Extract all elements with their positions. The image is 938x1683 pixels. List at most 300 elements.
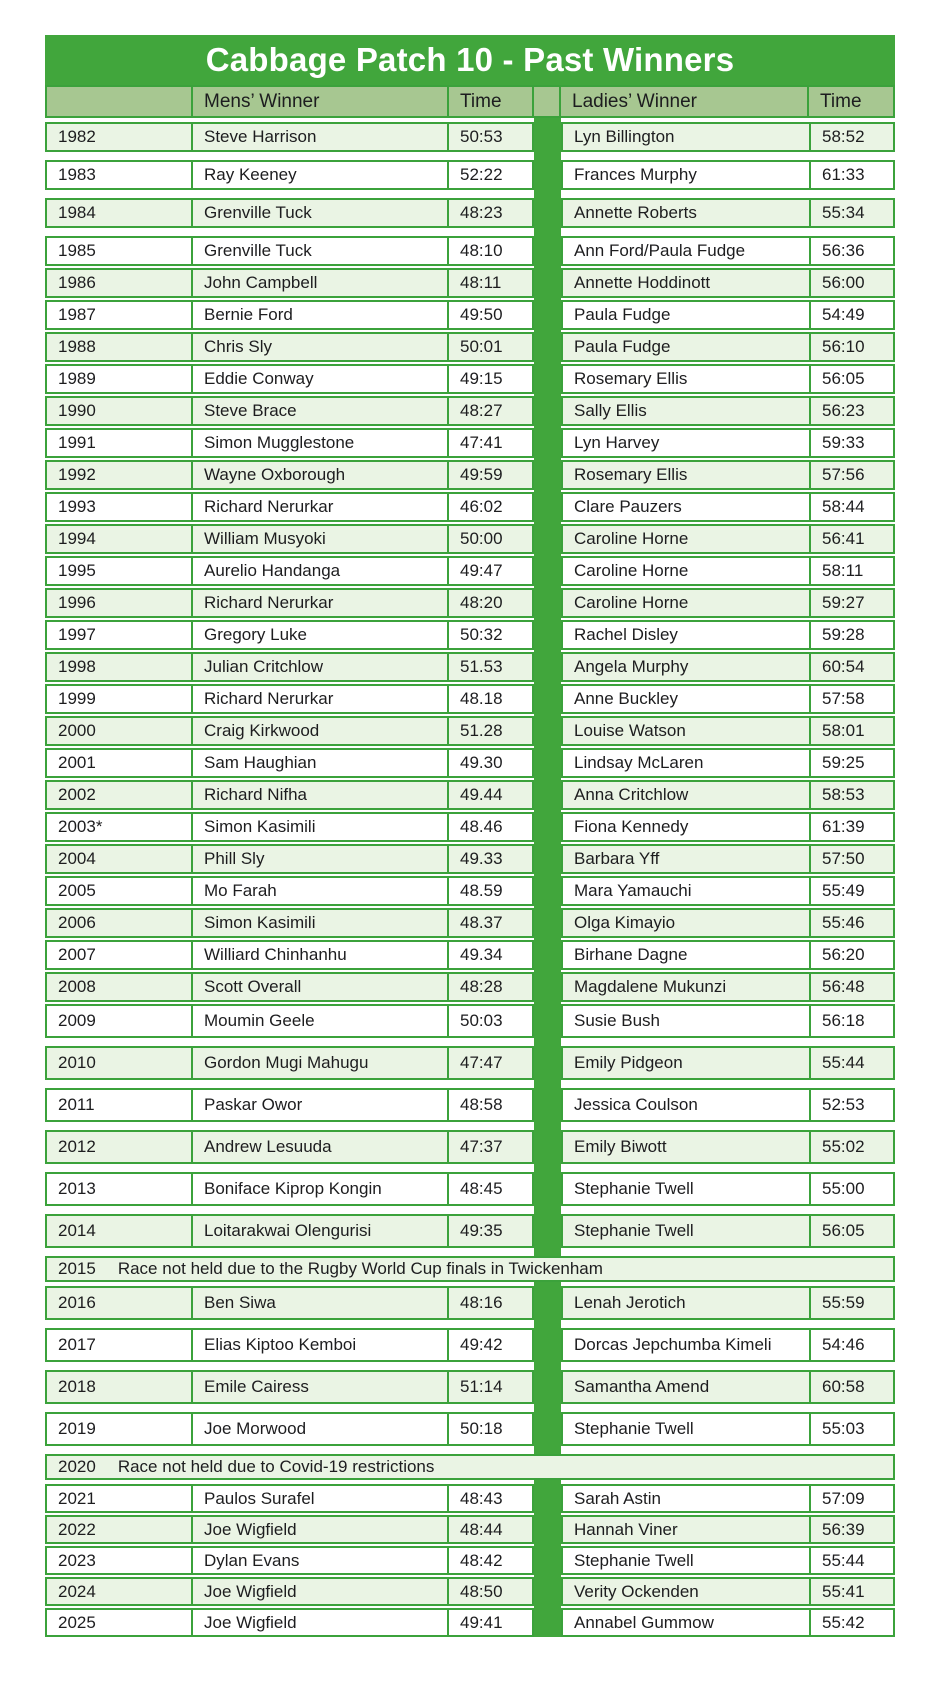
table-header-row: [45, 85, 895, 118]
ladies-time-cell: 52:53: [809, 1090, 893, 1120]
ladies-winner-cell: Anne Buckley: [574, 689, 678, 708]
year-cell: 1992: [58, 465, 96, 484]
divider-gap: [534, 160, 561, 190]
mens-winner-cell: Gregory Luke: [191, 622, 447, 648]
ladies-result-box: [561, 268, 895, 298]
table-row: [45, 1484, 895, 1513]
mens-winner-cell: Joe Morwood: [191, 1414, 447, 1444]
divider-gap: [534, 396, 561, 426]
ladies-winner-cell: Emily Pidgeon: [574, 1053, 683, 1072]
table-row: [45, 908, 895, 938]
table-row: [45, 588, 895, 618]
mens-winner-cell: Eddie Conway: [191, 366, 447, 392]
ladies-time-cell: 55:49: [809, 878, 893, 904]
mens-result-box: [45, 556, 534, 586]
year-cell: 1993: [58, 497, 96, 516]
column-header-ladies-time: Time: [807, 87, 893, 116]
mens-winner-cell: Boniface Kiprop Kongin: [191, 1174, 447, 1204]
mens-time-cell: 51:14: [447, 1372, 532, 1402]
ladies-result-box: [561, 1608, 895, 1637]
ladies-time-cell: 55:44: [809, 1548, 893, 1573]
ladies-winner-cell: Sally Ellis: [574, 401, 647, 420]
ladies-result-box: [561, 588, 895, 618]
mens-time-cell: 48:50: [447, 1579, 532, 1604]
mens-time-cell: 50:03: [447, 1006, 532, 1036]
ladies-time-cell: 55:44: [809, 1048, 893, 1078]
mens-result-box: [45, 396, 534, 426]
mens-result-box: [45, 492, 534, 522]
mens-time-cell: 50:32: [447, 622, 532, 648]
divider-gap: [534, 1577, 561, 1606]
mens-time-cell: 48:43: [447, 1486, 532, 1511]
ladies-time-cell: 55:03: [809, 1414, 893, 1444]
ladies-result-box: [561, 876, 895, 906]
note-box: [45, 1454, 895, 1480]
divider-gap: [534, 460, 561, 490]
divider-gap: [534, 556, 561, 586]
ladies-winner-cell: Sarah Astin: [574, 1488, 661, 1508]
mens-result-box: [45, 1546, 534, 1575]
year-cell: 1982: [58, 127, 96, 146]
year-cell: 2017: [58, 1335, 96, 1354]
ladies-time-cell: 58:52: [809, 124, 893, 150]
ladies-result-box: [561, 940, 895, 970]
note-row: [45, 1256, 895, 1282]
header-divider-cell: [532, 87, 559, 116]
divider-gap: [534, 1088, 561, 1122]
divider-gap: [534, 198, 561, 228]
table-row: [45, 1130, 895, 1164]
mens-result-box: [45, 1130, 534, 1164]
mens-result-box: [45, 1370, 534, 1404]
mens-winner-cell: Scott Overall: [191, 974, 447, 1000]
mens-result-box: [45, 748, 534, 778]
mens-result-box: [45, 1484, 534, 1513]
mens-time-cell: 51.28: [447, 718, 532, 744]
ladies-time-cell: 57:58: [809, 686, 893, 712]
mens-time-cell: 50:53: [447, 124, 532, 150]
table-row: [45, 556, 895, 586]
table-row: [45, 524, 895, 554]
table-row: [45, 972, 895, 1002]
mens-winner-cell: Steve Brace: [191, 398, 447, 424]
mens-result-box: [45, 198, 534, 228]
table-row: [45, 364, 895, 394]
title-banner: [45, 35, 895, 85]
mens-winner-cell: Richard Nerurkar: [191, 494, 447, 520]
ladies-time-cell: 58:01: [809, 718, 893, 744]
divider-gap: [534, 524, 561, 554]
mens-winner-cell: Chris Sly: [191, 334, 447, 360]
ladies-time-cell: 56:18: [809, 1006, 893, 1036]
table-row: [45, 1577, 895, 1606]
mens-time-cell: 48:58: [447, 1090, 532, 1120]
table-row: [45, 780, 895, 810]
mens-time-cell: 47:37: [447, 1132, 532, 1162]
year-cell: 2025: [58, 1612, 96, 1632]
year-cell: 1996: [58, 593, 96, 612]
mens-winner-cell: Richard Nerurkar: [191, 590, 447, 616]
mens-time-cell: 48.18: [447, 686, 532, 712]
ladies-winner-cell: Lindsay McLaren: [574, 753, 704, 772]
mens-time-cell: 48:28: [447, 974, 532, 1000]
ladies-winner-cell: Olga Kimayio: [574, 913, 676, 932]
ladies-result-box: [561, 748, 895, 778]
year-cell: 2023: [58, 1550, 96, 1570]
mens-time-cell: 48.59: [447, 878, 532, 904]
ladies-time-cell: 55:59: [809, 1288, 893, 1318]
page-title: Cabbage Patch 10 - Past Winners: [205, 41, 735, 78]
ladies-winner-cell: Rosemary Ellis: [574, 465, 688, 484]
ladies-result-box: [561, 300, 895, 330]
ladies-winner-cell: Emily Biwott: [574, 1137, 667, 1156]
year-cell: 1995: [58, 561, 96, 580]
table-row: [45, 268, 895, 298]
ladies-time-cell: 59:25: [809, 750, 893, 776]
table-row: [45, 198, 895, 228]
divider-gap: [534, 1328, 561, 1362]
ladies-time-cell: 56:23: [809, 398, 893, 424]
mens-time-cell: 49.34: [447, 942, 532, 968]
mens-result-box: [45, 1328, 534, 1362]
mens-winner-cell: Phill Sly: [191, 846, 447, 872]
ladies-time-cell: 55:41: [809, 1579, 893, 1604]
divider-gap: [534, 1370, 561, 1404]
year-cell: 2006: [58, 913, 96, 932]
mens-result-box: [45, 236, 534, 266]
ladies-winner-cell: Stephanie Twell: [574, 1221, 694, 1240]
mens-time-cell: 48:16: [447, 1288, 532, 1318]
table-row: [45, 396, 895, 426]
mens-time-cell: 49:59: [447, 462, 532, 488]
ladies-time-cell: 60:54: [809, 654, 893, 680]
table-row: [45, 684, 895, 714]
mens-result-box: [45, 460, 534, 490]
year-cell: 1994: [58, 529, 96, 548]
ladies-time-cell: 55:00: [809, 1174, 893, 1204]
divider-gap: [534, 1046, 561, 1080]
mens-time-cell: 50:00: [447, 526, 532, 552]
note-box: [45, 1256, 895, 1282]
year-cell: 2014: [58, 1221, 96, 1240]
ladies-time-cell: 56:20: [809, 942, 893, 968]
ladies-result-box: [561, 684, 895, 714]
mens-winner-cell: Aurelio Handanga: [191, 558, 447, 584]
mens-winner-cell: Joe Wigfield: [191, 1517, 447, 1542]
ladies-result-box: [561, 780, 895, 810]
ladies-time-cell: 58:11: [809, 558, 893, 584]
mens-time-cell: 50:01: [447, 334, 532, 360]
note-text: Race not held due to the Rugby World Cup finals in Twickenham: [117, 1259, 603, 1278]
mens-winner-cell: Williard Chinhanhu: [191, 942, 447, 968]
mens-result-box: [45, 1577, 534, 1606]
table-row: [45, 428, 895, 458]
divider-gap: [534, 588, 561, 618]
ladies-result-box: [561, 1046, 895, 1080]
ladies-winner-cell: Ann Ford/Paula Fudge: [574, 241, 746, 260]
mens-time-cell: 49:35: [447, 1216, 532, 1246]
mens-result-box: [45, 122, 534, 152]
mens-result-box: [45, 844, 534, 874]
divider-gap: [534, 780, 561, 810]
year-cell: 1990: [58, 401, 96, 420]
divider-gap: [534, 1515, 561, 1544]
mens-time-cell: 51.53: [447, 654, 532, 680]
ladies-result-box: [561, 1286, 895, 1320]
divider-gap: [534, 1412, 561, 1446]
ladies-winner-cell: Stephanie Twell: [574, 1550, 694, 1570]
mens-winner-cell: Elias Kiptoo Kemboi: [191, 1330, 447, 1360]
ladies-winner-cell: Paula Fudge: [574, 337, 671, 356]
ladies-time-cell: 55:46: [809, 910, 893, 936]
mens-time-cell: 49:41: [447, 1610, 532, 1635]
ladies-winner-cell: Verity Ockenden: [574, 1581, 699, 1601]
ladies-winner-cell: Anna Critchlow: [574, 785, 689, 804]
ladies-result-box: [561, 812, 895, 842]
mens-result-box: [45, 940, 534, 970]
ladies-winner-cell: Louise Watson: [574, 721, 686, 740]
mens-time-cell: 52:22: [447, 162, 532, 188]
mens-result-box: [45, 332, 534, 362]
divider-gap: [534, 620, 561, 650]
divider-gap: [534, 364, 561, 394]
mens-winner-cell: John Campbell: [191, 270, 447, 296]
mens-time-cell: 47:47: [447, 1048, 532, 1078]
mens-time-cell: 49.30: [447, 750, 532, 776]
ladies-result-box: [561, 198, 895, 228]
mens-result-box: [45, 1412, 534, 1446]
ladies-result-box: [561, 1577, 895, 1606]
table-row: [45, 1412, 895, 1446]
divider-gap: [534, 972, 561, 1002]
mens-winner-cell: William Musyoki: [191, 526, 447, 552]
ladies-result-box: [561, 1004, 895, 1038]
year-cell: 2024: [58, 1581, 96, 1601]
column-header-mens-winner: Mens’ Winner: [191, 87, 447, 116]
ladies-result-box: [561, 1214, 895, 1248]
mens-time-cell: 48:45: [447, 1174, 532, 1204]
ladies-time-cell: 60:58: [809, 1372, 893, 1402]
mens-time-cell: 49:50: [447, 302, 532, 328]
ladies-time-cell: 56:39: [809, 1517, 893, 1542]
mens-result-box: [45, 160, 534, 190]
mens-result-box: [45, 524, 534, 554]
mens-time-cell: 48:10: [447, 238, 532, 264]
table-row: [45, 1004, 895, 1038]
year-cell: 1987: [58, 305, 96, 324]
mens-time-cell: 48.37: [447, 910, 532, 936]
mens-winner-cell: Dylan Evans: [191, 1548, 447, 1573]
mens-result-box: [45, 1515, 534, 1544]
ladies-time-cell: 55:02: [809, 1132, 893, 1162]
divider-gap: [534, 122, 561, 152]
mens-result-box: [45, 972, 534, 1002]
ladies-result-box: [561, 160, 895, 190]
ladies-winner-cell: Susie Bush: [574, 1011, 660, 1030]
mens-result-box: [45, 812, 534, 842]
mens-time-cell: 49.44: [447, 782, 532, 808]
ladies-result-box: [561, 492, 895, 522]
mens-winner-cell: Gordon Mugi Mahugu: [191, 1048, 447, 1078]
year-cell: 1988: [58, 337, 96, 356]
mens-result-box: [45, 716, 534, 746]
mens-result-box: [45, 684, 534, 714]
ladies-time-cell: 56:00: [809, 270, 893, 296]
divider-gap: [534, 1004, 561, 1038]
year-cell: 1991: [58, 433, 96, 452]
mens-result-box: [45, 1172, 534, 1206]
year-cell: 1989: [58, 369, 96, 388]
ladies-winner-cell: Frances Murphy: [574, 165, 697, 184]
table-row: [45, 716, 895, 746]
ladies-result-box: [561, 1130, 895, 1164]
mens-winner-cell: Bernie Ford: [191, 302, 447, 328]
ladies-winner-cell: Caroline Horne: [574, 561, 689, 580]
mens-result-box: [45, 428, 534, 458]
divider-gap: [534, 940, 561, 970]
ladies-winner-cell: Annette Hoddinott: [574, 273, 711, 292]
divider-gap: [534, 268, 561, 298]
divider-gap: [534, 300, 561, 330]
mens-winner-cell: Moumin Geele: [191, 1006, 447, 1036]
ladies-time-cell: 56:41: [809, 526, 893, 552]
ladies-time-cell: 56:36: [809, 238, 893, 264]
mens-result-box: [45, 1046, 534, 1080]
ladies-time-cell: 59:27: [809, 590, 893, 616]
table-row: [45, 460, 895, 490]
mens-time-cell: 49.33: [447, 846, 532, 872]
mens-result-box: [45, 620, 534, 650]
ladies-time-cell: 56:05: [809, 366, 893, 392]
ladies-winner-cell: Rosemary Ellis: [574, 369, 688, 388]
ladies-winner-cell: Samantha Amend: [574, 1377, 710, 1396]
divider-gap: [534, 1172, 561, 1206]
year-cell: 1985: [58, 241, 96, 260]
divider-gap: [534, 684, 561, 714]
year-cell: 1986: [58, 273, 96, 292]
mens-winner-cell: Wayne Oxborough: [191, 462, 447, 488]
year-cell: 2021: [58, 1488, 96, 1508]
mens-result-box: [45, 300, 534, 330]
ladies-result-box: [561, 556, 895, 586]
ladies-result-box: [561, 844, 895, 874]
divider-gap: [534, 1214, 561, 1248]
ladies-result-box: [561, 620, 895, 650]
ladies-winner-cell: Jessica Coulson: [574, 1095, 698, 1114]
mens-result-box: [45, 876, 534, 906]
year-cell: 2013: [58, 1179, 96, 1198]
mens-result-box: [45, 588, 534, 618]
ladies-winner-cell: Lyn Harvey: [574, 433, 660, 452]
divider-gap: [534, 652, 561, 682]
mens-winner-cell: Paulos Surafel: [191, 1486, 447, 1511]
table-row: [45, 1286, 895, 1320]
year-cell: 1997: [58, 625, 96, 644]
ladies-winner-cell: Angela Murphy: [574, 657, 689, 676]
mens-winner-cell: Steve Harrison: [191, 124, 447, 150]
note-row: [45, 1454, 895, 1480]
table-row: [45, 122, 895, 152]
mens-winner-cell: Simon Mugglestone: [191, 430, 447, 456]
note-year: 2015: [58, 1259, 96, 1278]
table-row: [45, 1172, 895, 1206]
column-header-mens-time: Time: [447, 87, 532, 116]
ladies-winner-cell: Hannah Viner: [574, 1519, 678, 1539]
mens-time-cell: 48:42: [447, 1548, 532, 1573]
ladies-winner-cell: Paula Fudge: [574, 305, 671, 324]
year-cell: 2002: [58, 785, 96, 804]
ladies-result-box: [561, 122, 895, 152]
ladies-winner-cell: Stephanie Twell: [574, 1179, 694, 1198]
year-cell: 1983: [58, 165, 96, 184]
mens-winner-cell: Ray Keeney: [191, 162, 447, 188]
ladies-result-box: [561, 1546, 895, 1575]
year-cell: 2018: [58, 1377, 96, 1396]
year-cell: 2011: [58, 1095, 95, 1114]
ladies-winner-cell: Stephanie Twell: [574, 1419, 694, 1438]
divider-gap: [534, 844, 561, 874]
divider-gap: [534, 428, 561, 458]
ladies-result-box: [561, 1088, 895, 1122]
mens-time-cell: 48:11: [447, 270, 532, 296]
table-row: [45, 876, 895, 906]
ladies-time-cell: 58:53: [809, 782, 893, 808]
ladies-time-cell: 57:09: [809, 1486, 893, 1511]
mens-time-cell: 49:47: [447, 558, 532, 584]
note-year: 2020: [58, 1457, 96, 1476]
mens-winner-cell: Emile Cairess: [191, 1372, 447, 1402]
ladies-result-box: [561, 972, 895, 1002]
table-row: [45, 1515, 895, 1544]
mens-winner-cell: Paskar Owor: [191, 1090, 447, 1120]
table-row: [45, 1328, 895, 1362]
ladies-winner-cell: Mara Yamauchi: [574, 881, 692, 900]
mens-result-box: [45, 1004, 534, 1038]
mens-winner-cell: Richard Nerurkar: [191, 686, 447, 712]
divider-gap: [534, 1484, 561, 1513]
table-row: [45, 236, 895, 266]
mens-winner-cell: Joe Wigfield: [191, 1579, 447, 1604]
ladies-result-box: [561, 364, 895, 394]
table-row: [45, 1546, 895, 1575]
year-cell: 2010: [58, 1053, 96, 1072]
mens-result-box: [45, 780, 534, 810]
ladies-winner-cell: Annette Roberts: [574, 203, 697, 222]
ladies-result-box: [561, 524, 895, 554]
table-row: [45, 300, 895, 330]
year-cell: 2019: [58, 1419, 96, 1438]
ladies-result-box: [561, 236, 895, 266]
ladies-time-cell: 61:39: [809, 814, 893, 840]
divider-gap: [534, 812, 561, 842]
winners-table: [45, 35, 895, 1637]
ladies-result-box: [561, 396, 895, 426]
ladies-time-cell: 59:28: [809, 622, 893, 648]
year-cell: 2004: [58, 849, 96, 868]
ladies-time-cell: 55:42: [809, 1610, 893, 1635]
divider-gap: [534, 1546, 561, 1575]
year-cell: 2003*: [58, 817, 103, 836]
divider-gap: [534, 236, 561, 266]
mens-time-cell: 49:15: [447, 366, 532, 392]
year-cell: 2008: [58, 977, 96, 996]
year-cell: 2007: [58, 945, 96, 964]
table-row: [45, 620, 895, 650]
ladies-result-box: [561, 1172, 895, 1206]
table-row: [45, 940, 895, 970]
mens-time-cell: 48:23: [447, 200, 532, 226]
mens-winner-cell: Craig Kirkwood: [191, 718, 447, 744]
